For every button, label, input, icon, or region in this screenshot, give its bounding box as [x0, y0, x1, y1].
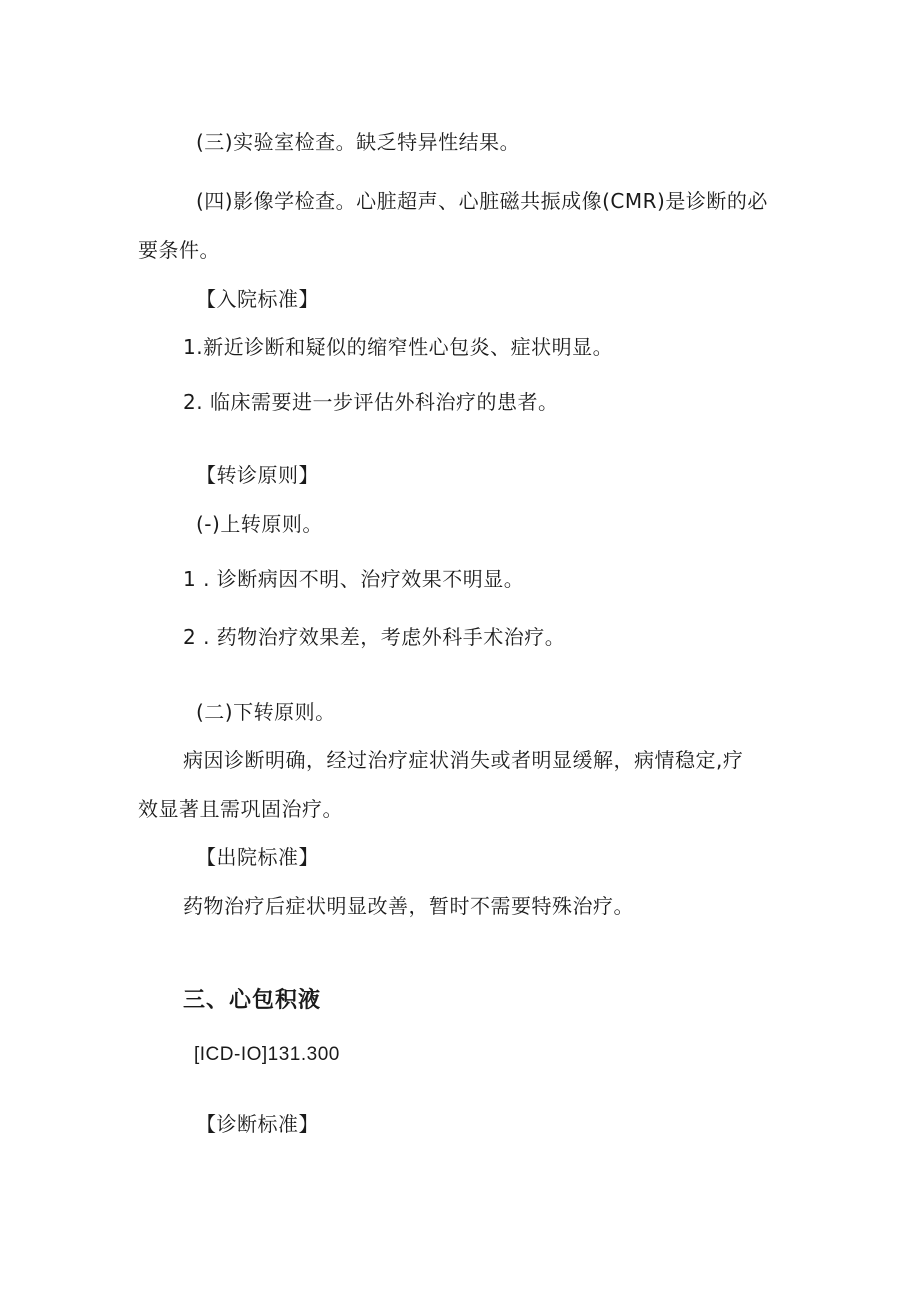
upward-referral-item-2: 2 . 药物治疗效果差，考虑外科手术治疗。: [183, 625, 566, 649]
lab-exam-line: (三)实验室检查。缺乏特异性结果。: [196, 130, 521, 154]
admission-item-1: 1.新近诊断和疑似的缩窄性心包炎、症状明显。: [183, 335, 614, 359]
downward-referral-continuation: 效显著且需巩固治疗。: [138, 797, 343, 821]
diagnosis-criteria-heading: 【诊断标准】: [196, 1112, 319, 1136]
section-title: 三、心包积液: [183, 988, 322, 1013]
downward-referral-text: 病因诊断明确，经过治疗症状消失或者明显缓解，病情稳定,疗: [183, 748, 744, 772]
icd-code: [ICD-IO]131.300: [194, 1044, 340, 1065]
imaging-exam-line: (四)影像学检查。心脏超声、心脏磁共振成像(CMR)是诊断的必: [196, 189, 768, 213]
discharge-criteria-text: 药物治疗后症状明显改善，暂时不需要特殊治疗。: [183, 894, 634, 918]
admission-criteria-heading: 【入院标准】: [196, 287, 319, 311]
upward-referral-item-1: 1 . 诊断病因不明、治疗效果不明显。: [183, 567, 525, 591]
downward-referral-heading: (二)下转原则。: [196, 700, 336, 724]
imaging-exam-continuation: 要条件。: [138, 238, 220, 262]
discharge-criteria-heading: 【出院标准】: [196, 845, 319, 869]
upward-referral-heading: (-)上转原则。: [196, 512, 323, 536]
referral-principles-heading: 【转诊原则】: [196, 463, 319, 487]
admission-item-2: 2. 临床需要进一步评估外科治疗的患者。: [183, 390, 559, 414]
